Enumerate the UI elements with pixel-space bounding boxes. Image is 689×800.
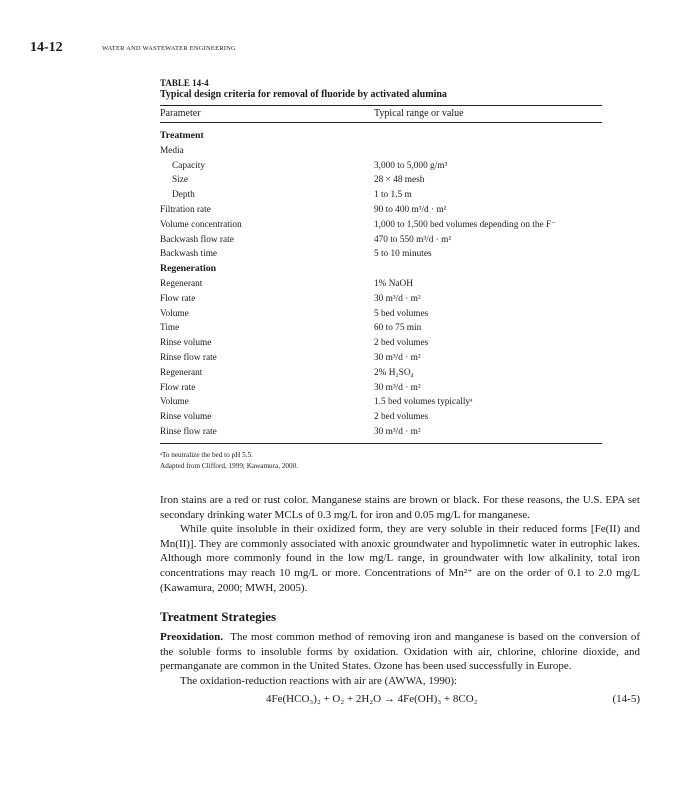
table-row — [160, 159, 602, 174]
paragraph-preoxidation — [160, 630, 640, 674]
value-cell: 30 m³/d · m² — [374, 426, 421, 437]
table-notes — [160, 450, 602, 472]
parameter-cell: Depth — [172, 190, 195, 201]
preoxidation-text: The most common method of removing iron and manganese is based on the conversion of the soluble forms to insoluble forms by oxidation. Oxidation with air, chlorine, chlorine dioxide, and permanganate are common in the United States. Ozone has been used successfully in Europe. — [160, 631, 640, 673]
table-row — [160, 381, 602, 396]
parameter-cell: Flow rate — [160, 382, 196, 393]
table-row — [160, 351, 602, 366]
parameter-cell: Volume — [160, 308, 189, 319]
value-cell: 3,000 to 5,000 g/m³ — [374, 160, 448, 171]
parameter-cell: Rinse flow rate — [160, 426, 217, 437]
value-cell: 30 m³/d · m² — [374, 382, 421, 393]
value-cell: 2% H₂SO₄ — [374, 367, 414, 378]
table-row — [160, 292, 602, 307]
table-row — [160, 173, 602, 188]
value-cell: 1% NaOH — [374, 278, 413, 289]
table-section-row — [160, 262, 602, 277]
table-source: Adapted from Clifford, 1999; Kawamura, 2000. — [160, 461, 298, 470]
parameter-cell: Volume concentration — [160, 219, 242, 230]
parameter-cell: Rinse volume — [160, 338, 212, 349]
equation-number: (14-5) — [612, 692, 640, 705]
equation-14-5 — [160, 691, 640, 707]
parameter-cell: Regenerant — [160, 367, 203, 378]
table-row — [160, 366, 602, 381]
value-cell: 28 × 48 mesh — [374, 175, 425, 186]
value-cell: 2 bed volumes — [374, 338, 429, 349]
table-header-row — [160, 106, 602, 122]
parameter-cell: Rinse flow rate — [160, 352, 217, 363]
table-14-4 — [160, 78, 602, 472]
table-row — [160, 203, 602, 218]
value-cell: 1 to 1.5 m — [374, 190, 412, 201]
table-row — [160, 425, 602, 440]
parameter-cell: Regeneration — [160, 263, 217, 275]
parameter-cell: Treatment — [160, 130, 204, 141]
value-cell: 90 to 400 m³/d · m² — [374, 204, 447, 215]
parameter-cell: Flow rate — [160, 293, 196, 304]
paragraph-reactions-intro: The oxidation-reduction reactions with air are (AWWA, 1990): — [180, 674, 458, 687]
table-row — [160, 321, 602, 336]
table-row — [160, 218, 602, 233]
table-footnote: ᵃTo neutralize the bed to pH 5.5. — [160, 450, 253, 459]
value-cell: 30 m³/d · m² — [374, 293, 421, 304]
value-cell: 1.5 bed volumes typicallyᵃ — [374, 397, 473, 408]
value-cell: 470 to 550 m³/d · m² — [374, 234, 452, 245]
table-row — [160, 336, 602, 351]
table-row — [160, 247, 602, 262]
value-cell: 60 to 75 min — [374, 323, 422, 334]
value-cell: 5 to 10 minutes — [374, 249, 432, 260]
parameter-cell: Rinse volume — [160, 412, 212, 423]
column-header-value: Typical range or value — [374, 108, 464, 119]
parameter-cell: Backwash flow rate — [160, 234, 234, 245]
table-row — [160, 188, 602, 203]
running-head: WATER AND WASTEWATER ENGINEERING — [102, 45, 236, 52]
parameter-cell: Media — [160, 145, 184, 156]
value-cell: 1,000 to 1,500 bed volumes depending on the F⁻ — [374, 219, 557, 230]
table-body — [160, 123, 602, 443]
parameter-cell: Filtration rate — [160, 204, 211, 215]
value-cell: 2 bed volumes — [374, 412, 429, 423]
table-label: TABLE 14-4 — [160, 78, 209, 88]
page-number: 14-12 — [30, 40, 63, 55]
value-cell: 30 m³/d · m² — [374, 352, 421, 363]
table-section-row — [160, 129, 602, 144]
value-cell: 5 bed volumes — [374, 308, 429, 319]
table-row — [160, 395, 602, 410]
run-in-heading: Preoxidation. — [160, 631, 224, 644]
table-bottom-rule — [160, 443, 602, 444]
paragraph-oxidized-forms: While quite insoluble in their oxidized form, they are very soluble in their reduced forms [Fe(II) and Mn(II)]. They are commonly associated with anoxic groundwater and hypolimnetic water in eutrophic lakes. Although more commonly found in the low mg/L range, in groundwater with low alkalinity, total iron concentrations may reach 10 mg/L or more. Concentrations of Mn²⁺ are on the order of 0.1 to 2.0 mg/L (Kawamura, 2000; MWH, 2005). — [160, 523, 640, 594]
equation-text: 4Fe(HCO₃)₂ + O₂ + 2H₂O → 4Fe(OH)₃ + 8CO₂ — [266, 692, 478, 705]
body-text — [160, 493, 640, 707]
table-caption: Typical design criteria for removal of fluoride by activated alumina — [160, 89, 447, 100]
table-row — [160, 144, 602, 159]
parameter-cell: Size — [172, 175, 189, 186]
table-row — [160, 410, 602, 425]
parameter-cell: Volume — [160, 397, 189, 408]
paragraph-iron-stains: Iron stains are a red or rust color. Manganese stains are brown or black. For these reasons, the U.S. EPA set secondary drinking water MCLs of 0.3 mg/L for iron and 0.05 mg/L for manganese. — [160, 494, 640, 521]
parameter-cell: Backwash time — [160, 249, 218, 260]
parameter-cell: Capacity — [172, 160, 206, 171]
table-row — [160, 307, 602, 322]
column-header-parameter: Parameter — [160, 108, 201, 119]
parameter-cell: Time — [160, 323, 180, 334]
table-row — [160, 233, 602, 248]
section-heading: Treatment Strategies — [160, 609, 277, 625]
parameter-cell: Regenerant — [160, 278, 203, 289]
table-row — [160, 277, 602, 292]
